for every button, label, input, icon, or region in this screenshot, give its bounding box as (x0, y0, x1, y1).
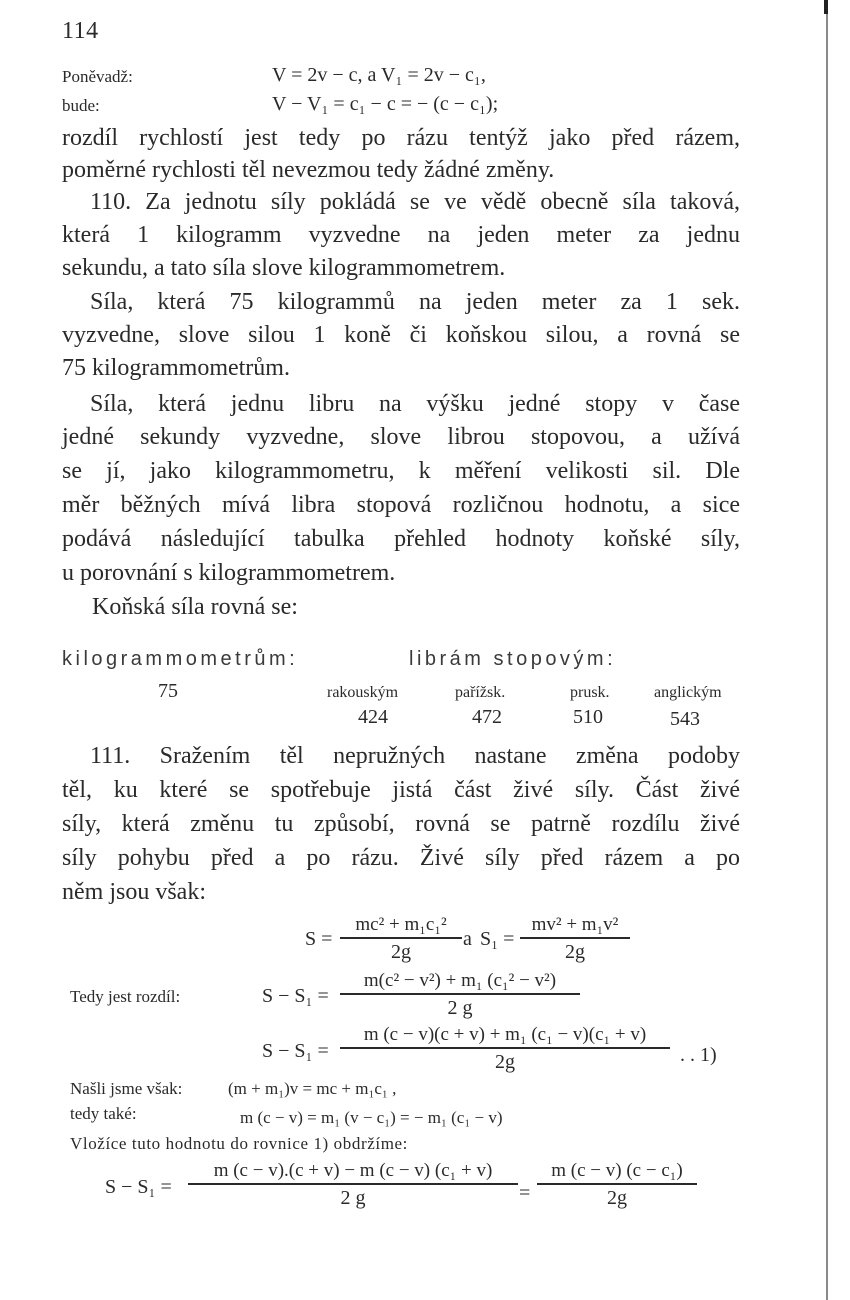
text-line: sekundu, a tato síla slove kilogrammometrem. (62, 255, 506, 281)
intro-label-1: Poněvadž: (62, 67, 133, 86)
text-line: síly, která změnu tu způsobí, rovná se patrně rozdílu živé (62, 811, 740, 837)
eq-final-fraction-1 (188, 1160, 518, 1210)
eq-final-numerator-1: m (c − v).(c + v) − m (c − v) (c₁ + v) (213, 1160, 493, 1181)
eq-final-denominator-2: 2g (607, 1186, 627, 1209)
eq-diff2-denominator: 2g (495, 1050, 515, 1073)
table-col-parisian-label: pařížsk. (455, 684, 506, 701)
table-header-kilogrammometers: kilogrammometrům: (62, 648, 299, 670)
text-line: rozdíl rychlostí jest tedy po rázu tentýž jako před rázem, (62, 125, 740, 151)
table-header-foot-pounds: librám stopovým: (409, 648, 617, 670)
eq-S1-numerator: mv² + m₁v² (531, 914, 619, 935)
text-line: Síla, která jednu libru na výšku jedné stopy v čase (90, 391, 740, 417)
section-111-heading-line: 111. Sražením těl nepružných nastane změna podoby (90, 743, 740, 769)
table-col-prussian-value: 510 (573, 706, 603, 728)
text-line: která 1 kilogramm vyzvedne na jeden meter za jednu (62, 222, 740, 248)
fraction-bar (340, 993, 580, 995)
fraction-bar (340, 937, 462, 939)
eq-final-denominator-1: 2 g (340, 1186, 366, 1209)
text-line: jedné sekundy vyzvedne, slove librou stopovou, a užívá (62, 424, 740, 450)
page-edge-mark (824, 0, 828, 14)
page-edge-line (826, 0, 828, 1300)
intro-expr-1: V = 2v − c, a V₁ = 2v − c₁, (272, 64, 486, 86)
fraction-bar (537, 1183, 697, 1185)
diff-label: Tedy jest rozdíl: (70, 987, 181, 1006)
text-line: podává následující tabulka přehled hodnoty koňské síly, (62, 526, 740, 552)
table-col-parisian-value: 472 (472, 706, 502, 728)
fraction-bar (188, 1183, 518, 1185)
eq-diff-numerator: m(c² − v²) + m₁ (c₁² − v²) (363, 970, 557, 991)
eq-and-word: a (463, 928, 472, 950)
eq-S1-fraction (520, 914, 630, 964)
text-line: síly pohybu před a po rázu. Živé síly před rázem a po (62, 845, 740, 871)
table-intro: Koňská síla rovná se: (92, 594, 298, 620)
text-line: poměrné rychlosti těl nevezmou tedy žádné změny. (62, 157, 555, 183)
eq-final-numerator-2: m (c − v) (c − c₁) (551, 1160, 683, 1181)
equation-number-1: . . 1) (680, 1044, 717, 1066)
text-line: vyzvedne, slove silou 1 koně či koňskou silou, a rovná se (62, 322, 740, 348)
eq-diff2-numerator: m (c − v)(c + v) + m₁ (c₁ − v)(c₁ + v) (363, 1024, 647, 1045)
eq-final-lhs: S − S₁ = (105, 1176, 172, 1198)
text-line: měr běžných mívá libra stopová rozličnou hodnotu, a sice (62, 492, 740, 518)
eq-S1-denominator: 2g (565, 940, 585, 963)
text-line: 75 kilogrammometrům. (62, 355, 290, 381)
text-line: u porovnání s kilogrammometrem. (62, 560, 396, 586)
intro-expr-2: V − V₁ = c₁ − c = − (c − c₁); (272, 93, 499, 115)
fraction-bar (520, 937, 630, 939)
text-line: těl, ku které se spotřebuje jistá část živé síly. Část živé (62, 777, 740, 803)
intro-label-2: bude: (62, 96, 100, 115)
eq-S-fraction (340, 914, 462, 964)
eq-diff2-lhs: S − S₁ = (262, 1040, 329, 1062)
found-expression: (m + m₁)v = mc + m₁c₁ , (228, 1079, 397, 1098)
eq-diff2-fraction (340, 1024, 670, 1074)
table-col-english-value: 543 (670, 708, 700, 730)
section-110-heading-line: 110. Za jednotu síly pokládá se ve vědě obecně síla taková, (90, 189, 740, 215)
table-col-prussian-label: prusk. (570, 684, 610, 701)
eq-S-lhs: S = (305, 928, 333, 950)
eq-diff-denominator: 2 g (447, 996, 473, 1019)
found-label: Našli jsme však: (70, 1079, 183, 1098)
text-line: se jí, jako kilogrammometru, k měření velikosti sil. Dle (62, 458, 740, 484)
page-number: 114 (62, 18, 99, 44)
eq-diff-lhs: S − S₁ = (262, 985, 329, 1007)
table-col-austrian-label: rakouským (327, 684, 399, 701)
insert-instruction: Vložíce tuto hodnotu do rovnice 1) obdržíme: (70, 1134, 408, 1153)
eq-final-fraction-2 (537, 1160, 697, 1210)
eq-S1-lhs: S₁ = (480, 928, 515, 950)
eq-final-equals: = (519, 1182, 531, 1204)
text-line: Síla, která 75 kilogrammů na jeden meter za 1 sek. (90, 289, 740, 315)
table-kg-value: 75 (158, 680, 178, 702)
table-col-austrian-value: 424 (358, 706, 388, 728)
text-line: něm jsou však: (62, 879, 206, 905)
table-col-english-label: anglickým (654, 684, 722, 701)
fraction-bar (340, 1047, 670, 1049)
also-expression: m (c − v) = m₁ (v − c₁) = − m₁ (c₁ − v) (240, 1108, 503, 1127)
also-label: tedy také: (70, 1104, 137, 1123)
eq-diff-fraction (340, 970, 580, 1020)
eq-S-numerator: mc² + m₁c₁² (355, 914, 447, 935)
eq-S-denominator: 2g (391, 940, 411, 963)
